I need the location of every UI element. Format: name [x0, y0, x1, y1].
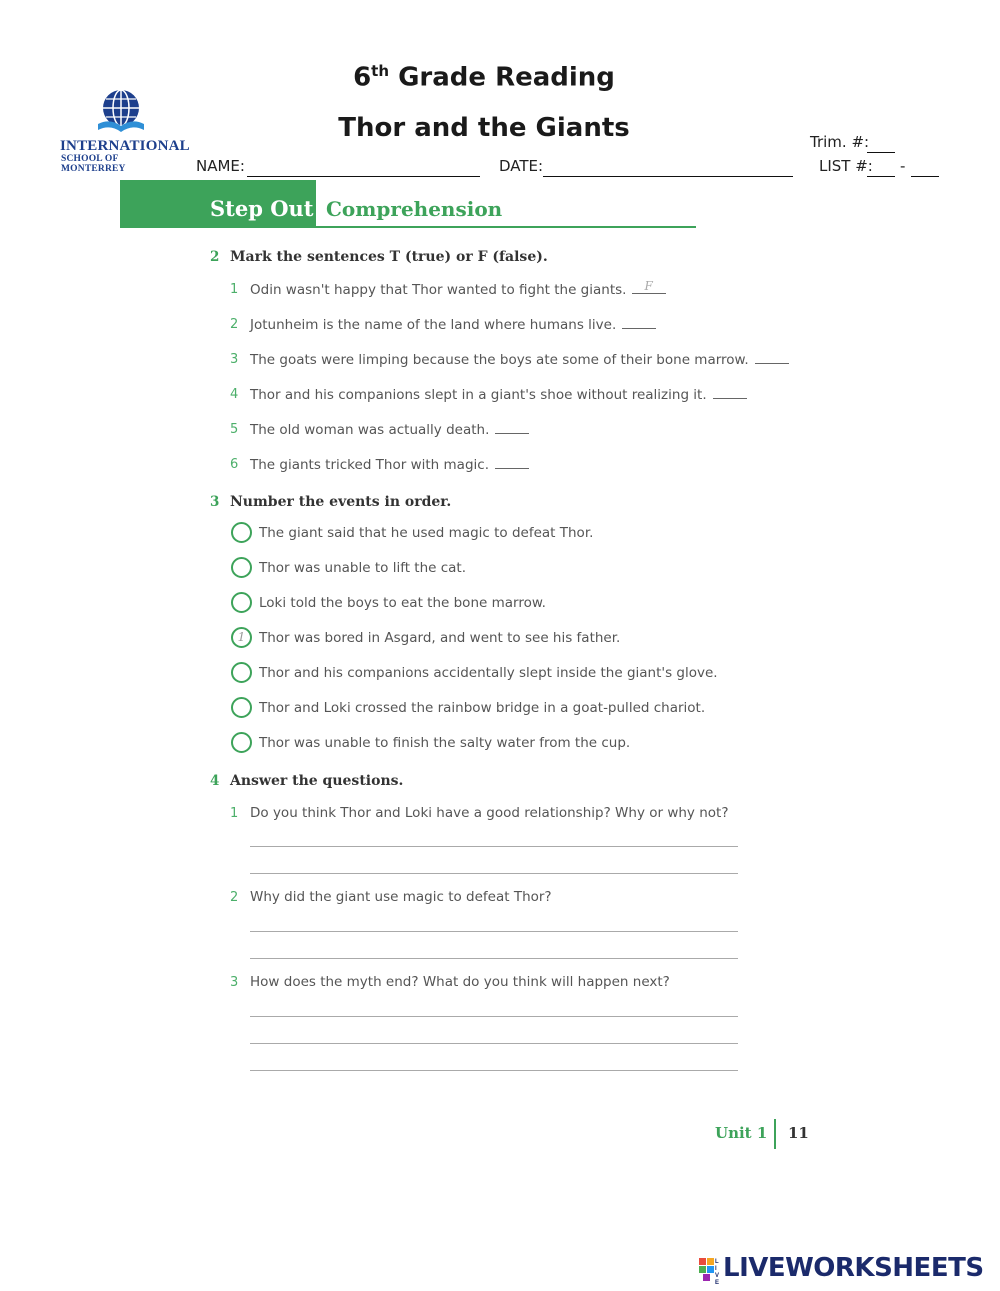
tf-answer-blank[interactable]	[713, 386, 747, 399]
answer-line[interactable]	[250, 846, 738, 847]
q-num: 3	[230, 975, 239, 990]
list-field-2[interactable]	[911, 160, 939, 177]
s2-item-num: 4	[230, 387, 239, 402]
trim-field[interactable]	[867, 136, 895, 153]
tf-answer-blank[interactable]: F	[632, 281, 666, 294]
brand-tile-l	[699, 1258, 706, 1265]
order-circle-input[interactable]	[231, 557, 252, 578]
section3-title: Number the events in order.	[230, 494, 452, 510]
s2-item-num: 5	[230, 422, 239, 437]
s2-item-num: 2	[230, 317, 239, 332]
section2-title: Mark the sentences T (true) or F (false).	[230, 249, 548, 265]
list-item: Thor was unable to finish the salty water from the cup.	[259, 735, 631, 751]
section4-number: 4	[210, 773, 220, 789]
tf-answer-blank[interactable]	[495, 421, 529, 434]
section2-number: 2	[210, 249, 220, 265]
liveworksheets-logo-tiles	[699, 1258, 721, 1284]
question-text: Why did the giant use magic to defeat Thor?	[250, 889, 552, 905]
answer-line[interactable]	[250, 931, 738, 932]
brand-tile-i	[707, 1258, 714, 1265]
s2-item-num: 3	[230, 352, 239, 367]
name-field[interactable]	[247, 160, 480, 177]
banner-comprehension: Comprehension	[326, 197, 503, 221]
answer-line[interactable]	[250, 873, 738, 874]
tf-answer-blank[interactable]	[495, 456, 529, 469]
list-item: Thor and Loki crossed the rainbow bridge in a goat-pulled chariot.	[259, 700, 706, 716]
page-title-line2: Thor and the Giants	[338, 113, 630, 143]
q-num: 2	[230, 890, 239, 905]
list-item: Odin wasn't happy that Thor wanted to fight the giants. F	[250, 281, 666, 298]
unit-label: Unit 1	[715, 1124, 768, 1142]
list-dash: -	[900, 157, 906, 175]
brand-tile-e	[707, 1266, 714, 1273]
question-text: Do you think Thor and Loki have a good relationship? Why or why not?	[250, 805, 729, 821]
list-item: The giants tricked Thor with magic.	[250, 456, 529, 473]
question-text: How does the myth end? What do you think will happen next?	[250, 974, 670, 990]
list-item: Thor and his companions slept in a giant's shoe without realizing it.	[250, 386, 747, 403]
order-circle-input[interactable]	[231, 697, 252, 718]
s2-item-num: 1	[230, 282, 239, 297]
date-label: DATE:	[499, 157, 544, 175]
name-label: NAME:	[196, 157, 245, 175]
list-item: Loki told the boys to eat the bone marrow.	[259, 595, 546, 611]
order-circle-input[interactable]	[231, 662, 252, 683]
date-field[interactable]	[543, 160, 793, 177]
brand-tile-v	[699, 1266, 706, 1273]
list-item: Jotunheim is the name of the land where humans live.	[250, 316, 656, 333]
s2-item-num: 6	[230, 457, 239, 472]
list-label: LIST #:	[819, 157, 873, 175]
logo-line1: INTERNATIONAL	[60, 138, 190, 154]
list-item: Thor was unable to lift the cat.	[259, 560, 467, 576]
banner-underline	[316, 226, 696, 228]
order-circle-input[interactable]	[231, 522, 252, 543]
logo-line2: SCHOOL OF MONTERREY	[61, 154, 126, 174]
order-circle-input[interactable]	[231, 592, 252, 613]
list-item: The giant said that he used magic to defeat Thor.	[259, 525, 594, 541]
page-title-line1: 6th Grade Reading	[353, 62, 615, 93]
tf-answer-blank[interactable]	[622, 316, 656, 329]
section3-number: 3	[210, 494, 220, 510]
banner-step-out: Step Out	[210, 196, 314, 221]
list-item: The old woman was actually death.	[250, 421, 529, 438]
section4-title: Answer the questions.	[230, 773, 404, 789]
list-item: Thor and his companions accidentally slept inside the giant's glove.	[259, 665, 718, 681]
page-number: 11	[788, 1124, 809, 1142]
liveworksheets-brand[interactable]: LIVEWORKSHEETS	[723, 1253, 984, 1283]
order-circle-input[interactable]: 1	[231, 627, 252, 648]
answer-line[interactable]	[250, 958, 738, 959]
q-num: 1	[230, 806, 239, 821]
answer-line[interactable]	[250, 1070, 738, 1071]
answer-line[interactable]	[250, 1043, 738, 1044]
trim-label: Trim. #:	[810, 133, 870, 151]
order-circle-input[interactable]	[231, 732, 252, 753]
answer-line[interactable]	[250, 1016, 738, 1017]
brand-tile-letters: L I V E	[715, 1259, 720, 1286]
tf-answer-blank[interactable]	[755, 351, 789, 364]
list-field-1[interactable]	[867, 160, 895, 177]
brand-tile-extra	[703, 1274, 710, 1281]
list-item: The goats were limping because the boys ate some of their bone marrow.	[250, 351, 789, 368]
list-item: Thor was bored in Asgard, and went to see his father.	[259, 630, 621, 646]
footer-divider	[774, 1119, 776, 1149]
